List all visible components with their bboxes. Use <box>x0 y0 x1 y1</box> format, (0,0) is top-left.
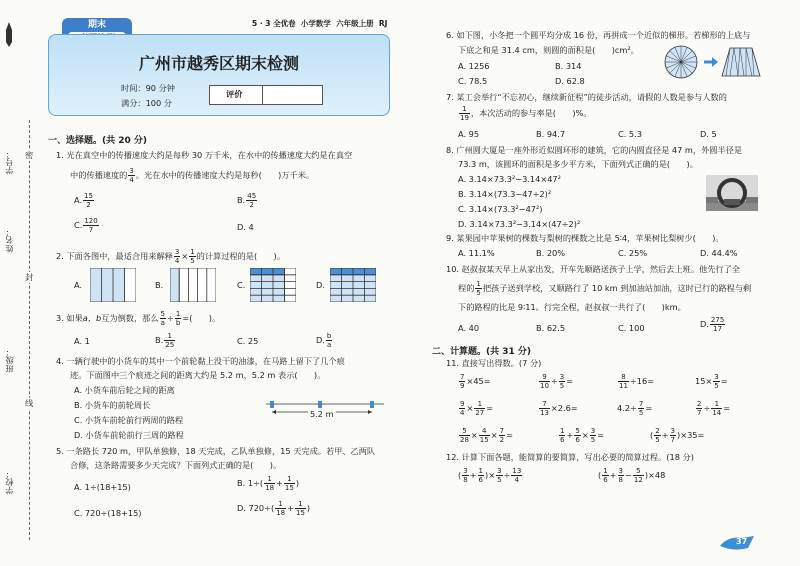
q1-line2: 中的传播速度的 $\frac{3}{4}$ 。光在水中的传播速度大约是每秒( )万千米。 <box>70 167 315 184</box>
exam-title: 广州市越秀区期末检测 <box>138 54 299 73</box>
q11-r2-3: 4.2÷ $\frac{7}{5}$ = <box>617 400 653 417</box>
q2-line: 2. 下面各图中，最适合用来解释 $\frac{3}{4}$ × $\frac{1}{5}$ 的计算过程的是( )。 <box>56 248 285 265</box>
q6-option-c[interactable]: C. 78.5 <box>458 76 488 86</box>
q5-option-b[interactable]: B. 1÷( $\frac{1}{18}$ + $\frac{1}{15}$ ) <box>237 475 300 492</box>
binding-margin <box>0 0 40 566</box>
q6-line1: 6. 如下图，小冬把一个圆平均分成 16 份，再拼成一个近似的梯形。若梯形的上底与 <box>446 30 751 40</box>
seal-xian: 线 <box>25 398 34 408</box>
q11-r3-2: $\frac{1}{6}$ + $\frac{5}{6}$ × $\frac{3}{5}$ = <box>560 427 605 444</box>
q9-option-a[interactable]: A. 11.1% <box>458 248 495 258</box>
q4-option-b[interactable]: B. 小货车的前轮周长 <box>74 400 151 410</box>
q2-option-c[interactable]: C. <box>237 280 246 290</box>
seal-mi: 密 <box>25 150 34 160</box>
q10-line2: 程的 $\frac{1}{5}$ 把孩子送到学校，又顺路行了 10 km 到加油站加油，这时已行的路程与剩 <box>458 280 752 297</box>
q2-option-a[interactable]: A. <box>74 280 83 290</box>
q8-option-a[interactable]: A. 3.14×73.3²−3.14×47² <box>458 174 561 184</box>
exam-badge: 期末 <box>62 18 132 52</box>
title-box <box>48 34 390 116</box>
q9-option-c[interactable]: C. 25% <box>618 248 648 258</box>
section1-title: 一、选择题。(共 20 分) <box>48 136 148 146</box>
q11-r3-3: ( $\frac{2}{5}$ + $\frac{3}{7}$ )×35= <box>650 427 705 444</box>
q6-option-a[interactable]: A. 1256 <box>458 61 490 71</box>
q11-r2-4: $\frac{2}{7}$ ÷ $\frac{1}{14}$ = <box>697 400 731 417</box>
q7-option-d[interactable]: D. 5 <box>700 129 717 139</box>
rocket-icon <box>5 22 13 48</box>
q11-r1-2: $\frac{9}{10}$ ÷ $\frac{3}{5}$ = <box>540 373 574 390</box>
q6-option-b[interactable]: B. 314 <box>555 61 582 71</box>
q4-line2: 迹。下面图中三个痕迹之间的距离大约是 5.2 m，5.2 m 表示( )。 <box>70 370 326 380</box>
q9-line1: 9. 某果园中苹果树的棵数与梨树的棵数之比是 5∶4，苹果树比梨树少( )。 <box>446 233 724 243</box>
q5-line2: 合修，这条路需要多少天完成？下面列式正确的是( )。 <box>70 460 282 470</box>
q8-line2: 73.3 m，该圆环的面积是多少平方米，下面列式正确的是( )。 <box>458 159 698 169</box>
q11-r3-1: $\frac{5}{28}$ × $\frac{4}{15}$ × $\frac{7}{2}$ = <box>460 427 513 444</box>
q11-title: 11. 直接写出得数。(7 分) <box>446 358 542 368</box>
q11-r2-1: $\frac{9}{4}$ × $\frac{1}{27}$ = <box>460 400 494 417</box>
q2-figure-b <box>170 268 216 302</box>
q10-option-d[interactable]: D. $\frac{275}{17}$ <box>700 316 725 333</box>
series-label: 5 · 3 全优卷 小学数学 六年级上册 RJ <box>252 19 388 28</box>
q5-option-c[interactable]: C. 720÷(18+15) <box>74 508 142 518</box>
q1-option-d[interactable]: D. 4 <box>237 222 254 232</box>
q9-option-d[interactable]: D. 44.4% <box>700 248 738 258</box>
q7-option-a[interactable]: A. 95 <box>458 129 480 139</box>
q5-option-a[interactable]: A. 1÷(18+15) <box>74 482 131 492</box>
q6-line2: 下底之和是 31.4 cm，则圆的面积是( )cm²。 <box>458 45 639 55</box>
q1-option-b[interactable]: B. $\frac{45}{2}$ <box>237 192 257 209</box>
q3-option-c[interactable]: C. 25 <box>237 336 259 346</box>
q4-option-d[interactable]: D. 小货车前轮前行三周的路程 <box>74 430 184 440</box>
student-id-label: 学号： <box>4 150 14 175</box>
q4-line1: 4. 一辆行驶中的小货车的其中一个前轮黏上没干的油漆，在马路上留下了几个痕 <box>56 356 345 366</box>
guangzhou-circle-building-photo <box>706 175 758 211</box>
time-info: 时间：90 分钟 <box>121 83 175 93</box>
seal-feng: 封 <box>25 272 34 282</box>
q10-option-b[interactable]: B. 62.5 <box>536 323 566 333</box>
q5-option-d[interactable]: D. 720÷( $\frac{1}{18}$ + $\frac{1}{15}$ ) <box>237 500 311 517</box>
q6-circle-trapezoid-figure <box>664 44 764 80</box>
q3-option-b[interactable]: B. $\frac{1}{25}$ <box>155 332 175 349</box>
q10-line1: 10. 赵叔叔某天早上从家出发，开车先顺路送孩子上学，然后去上班。他先行了全 <box>446 264 740 274</box>
q7-option-c[interactable]: C. 5.3 <box>618 129 642 139</box>
q7-option-b[interactable]: B. 94.7 <box>536 129 566 139</box>
q11-r1-3: $\frac{8}{11}$ ÷16= <box>619 373 655 390</box>
q8-option-d[interactable]: D. 3.14×73.3²−3.14×(47÷2)² <box>458 219 581 229</box>
q11-r2-2: $\frac{7}{13}$ ×2.6= <box>540 400 578 417</box>
q2-figure-c <box>250 268 296 302</box>
q3-line: 3. 如果a，b互为倒数，那么 $\frac{5}{a}$ ÷ $\frac{1}{b}$ =( )。 <box>56 310 221 327</box>
q6-option-d[interactable]: D. 62.8 <box>555 76 585 86</box>
q2-figure-d <box>330 268 376 302</box>
school-label: 学校： <box>4 470 14 495</box>
q10-option-a[interactable]: A. 40 <box>458 323 480 333</box>
section2-title: 二、计算题。(共 31 分) <box>432 347 532 357</box>
q3-option-d[interactable]: D. $\frac{b}{a}$ <box>316 332 332 349</box>
q4-distance-label: 5.2 m <box>310 409 334 419</box>
q12-expr-1: ( $\frac{3}{8}$ + $\frac{1}{6}$ )× $\frac{3}{5}$ ÷ $\frac{13}{4}$ <box>458 467 522 484</box>
q2-figure-a <box>90 268 136 302</box>
score-info: 满分：100 分 <box>121 98 172 108</box>
q10-option-c[interactable]: C. 100 <box>618 323 645 333</box>
q9-option-b[interactable]: B. 20% <box>536 248 566 258</box>
name-label: 姓名： <box>4 228 14 253</box>
q10-line3: 下的路程的比是 9∶11。行完全程，赵叔叔一共行了( )km。 <box>458 302 686 312</box>
q3-option-a[interactable]: A. 1 <box>74 336 90 346</box>
q7-line2: $\frac{1}{19}$ ，本次活动的参与率是( )%。 <box>460 105 592 122</box>
q1-line1: 1. 光在真空中的传播速度大约是每秒 30 万千米，在水中的传播速度大约是在真空 <box>56 150 353 160</box>
q7-line1: 7. 某工会举行“不忘初心，继续新征程”的徒步活动，请假的人数是参与人数的 <box>446 92 727 102</box>
q2-option-b[interactable]: B. <box>155 280 164 290</box>
q8-option-b[interactable]: B. 3.14×(73.3−47÷2)² <box>458 189 552 199</box>
page-number: 37 <box>736 537 748 546</box>
q1-option-a[interactable]: A. $\frac{15}{2}$ <box>74 192 93 209</box>
cut-line <box>29 120 30 540</box>
q12-title: 12. 计算下面各题，能简算的要简算，写出必要的简算过程。(18 分) <box>446 452 694 462</box>
q1-option-c[interactable]: C. $\frac{120}{7}$ <box>74 217 98 234</box>
q5-line1: 5. 一条路长 720 m，甲队单独修，18 天完成，乙队单独修，15 天完成。若甲、乙两队 <box>56 446 376 456</box>
q8-option-c[interactable]: C. 3.14×(73.3²−47²) <box>458 204 543 214</box>
q11-r1-1: $\frac{7}{9}$ ×45= <box>460 373 491 390</box>
q8-line1: 8. 广州圆大厦是一座外形近似圆环形的建筑，它的内圆直径是 47 m，外圆半径是 <box>446 145 743 155</box>
q4-option-a[interactable]: A. 小货车前后轮之间的距离 <box>74 385 175 395</box>
eval-box: 评价 <box>209 85 323 105</box>
q11-r1-4: 15× $\frac{3}{5}$ = <box>695 373 728 390</box>
q2-option-d[interactable]: D. <box>316 280 325 290</box>
class-label: 班级： <box>4 348 14 373</box>
q12-expr-2: ( $\frac{1}{6}$ + $\frac{3}{8}$ − $\frac{5}{12}$ )×48 <box>598 467 666 484</box>
q4-option-c[interactable]: C. 小货车前轮前行两周的路程 <box>74 415 184 425</box>
